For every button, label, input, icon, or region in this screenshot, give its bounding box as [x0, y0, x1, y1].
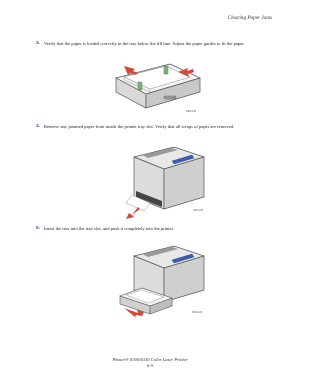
printer-insert-tray-illustration — [112, 244, 212, 320]
step-text: Verify that the paper is loaded correctly in the tray below the fill line. Adjust the paper guides to fit the paper. — [44, 41, 245, 46]
printer-jam-illustration — [112, 143, 212, 219]
step-number: 4. — [36, 124, 41, 129]
pull-arrow-icon — [126, 207, 140, 219]
tray-guides-illustration — [108, 52, 208, 114]
figure-remove-jam — [112, 143, 212, 219]
step-text: Remove any jammed paper from inside the printer tray slot. Verify that all scraps of paper are removed. — [44, 124, 235, 129]
figure-caption: 6300-014 — [193, 209, 204, 212]
figure-caption: 6300-109 — [192, 311, 203, 314]
step-number: 3. — [36, 41, 41, 46]
footer-product: Phaser® 6300/6350 Color Laser Printer — [112, 357, 188, 362]
figure-caption: 6300-156 — [186, 110, 197, 113]
step-number: 5. — [36, 226, 41, 231]
step-5 — [36, 226, 268, 234]
footer-page-number: 6-5 — [146, 362, 154, 368]
figure-insert-tray — [112, 244, 212, 320]
step-text: Insert the tray into the tray slot, and push it completely into the printer. — [44, 226, 174, 231]
page-footer — [0, 357, 300, 369]
figure-tray-guides — [108, 52, 208, 114]
step-4 — [36, 124, 268, 138]
page-header: Clearing Paper Jams — [227, 15, 272, 21]
